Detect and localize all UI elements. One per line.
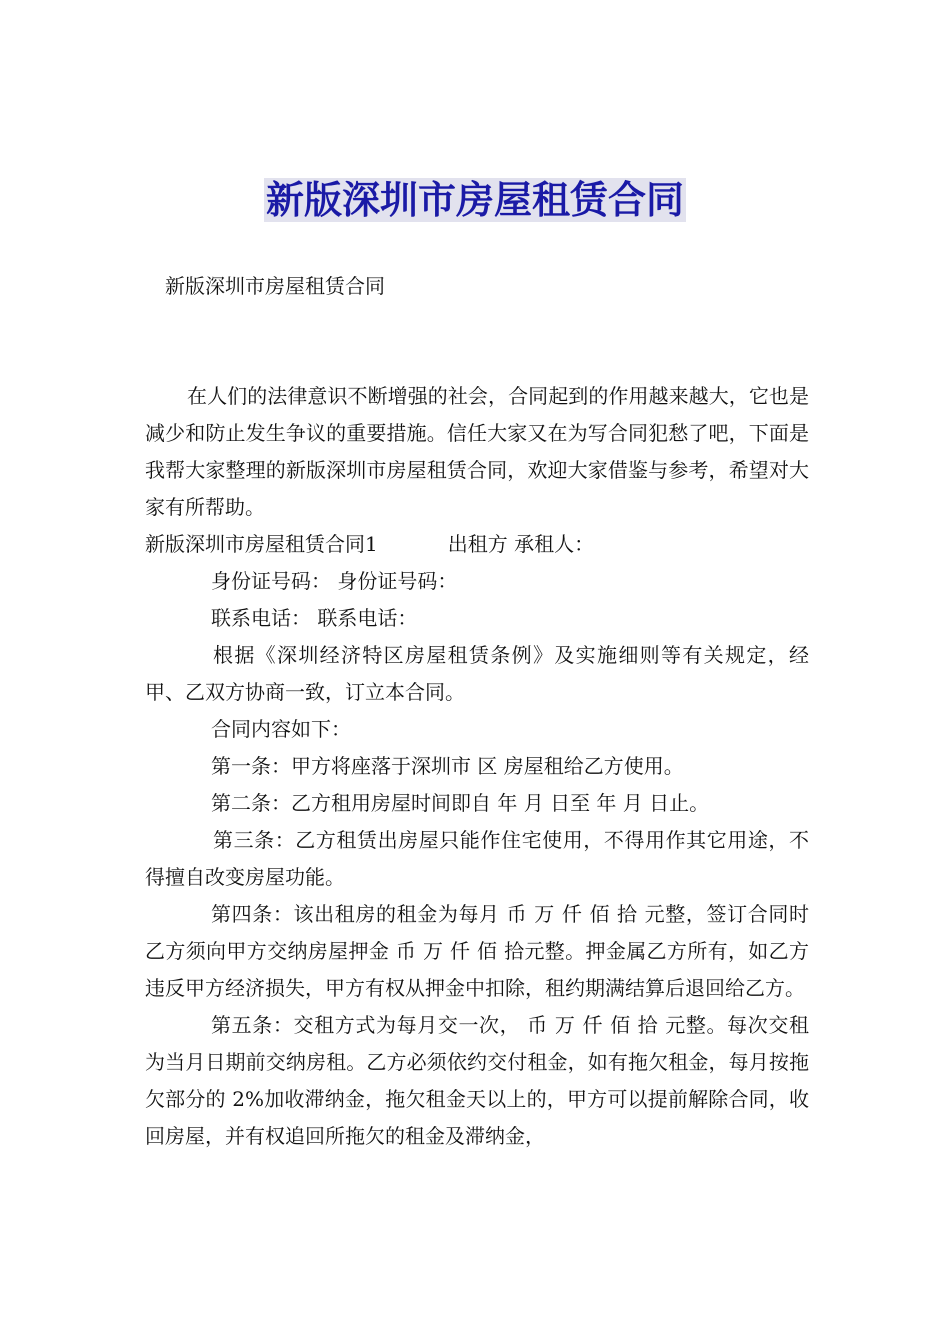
document-title [0,176,950,224]
article-5: 第五条：交租方式为每月交一次， 币 万 仟 佰 拾 元整。每次交租为当月日期前交纳房租。乙方必须依约交付租金，如有拖欠租金，每月按拖欠部分的 2%加收滞纳金，拖欠租金天以上的，甲方可以提前解除合同，收回房屋，并有权追回所拖欠的租金及滞纳金， [145,1013,809,1148]
id-number-line: 身份证号码： 身份证号码： [211,569,458,593]
article-4: 第四条：该出租房的租金为每月 币 万 仟 佰 拾 元整，签订合同时乙方须向甲方交纳房屋押金 币 万 仟 佰 拾元整。押金属乙方所有，如乙方违反甲方经济损失，甲方有权从押金中扣除，租约期满结算后退回给乙方。 [145,902,809,1000]
contract-heading: 新版深圳市房屋租赁合同1 [145,532,378,556]
article-1: 第一条：甲方将座落于深圳市 区 房屋租给乙方使用。 [211,754,684,778]
parties-line: 出租方 承租人： [447,532,595,556]
article-3: 第三条：乙方租赁出房屋只能作住宅使用，不得用作其它用途，不得擅自改变房屋功能。 [145,828,809,889]
phone-line: 联系电话： 联系电话： [211,606,418,630]
contract-heading-line [145,526,809,563]
document-subtitle: 新版深圳市房屋租赁合同 [165,274,385,298]
document-title-text: 新版深圳市房屋租赁合同 [265,178,684,222]
intro-paragraph: 在人们的法律意识不断增强的社会，合同起到的作用越来越大，它也是减少和防止发生争议的重要措施。信任大家又在为写合同犯愁了吧，下面是我帮大家整理的新版深圳市房屋租赁合同，欢迎大家借鉴与参考，希望对大家有所帮助。 [145,384,809,519]
article-2: 第二条：乙方租用房屋时间即自 年 月 日至 年 月 日止。 [211,791,710,815]
content-intro: 合同内容如下： [211,717,351,741]
document-body [145,378,809,1155]
basis-paragraph: 根据《深圳经济特区房屋租赁条例》及实施细则等有关规定，经甲、乙双方协商一致，订立本合同。 [145,643,809,704]
